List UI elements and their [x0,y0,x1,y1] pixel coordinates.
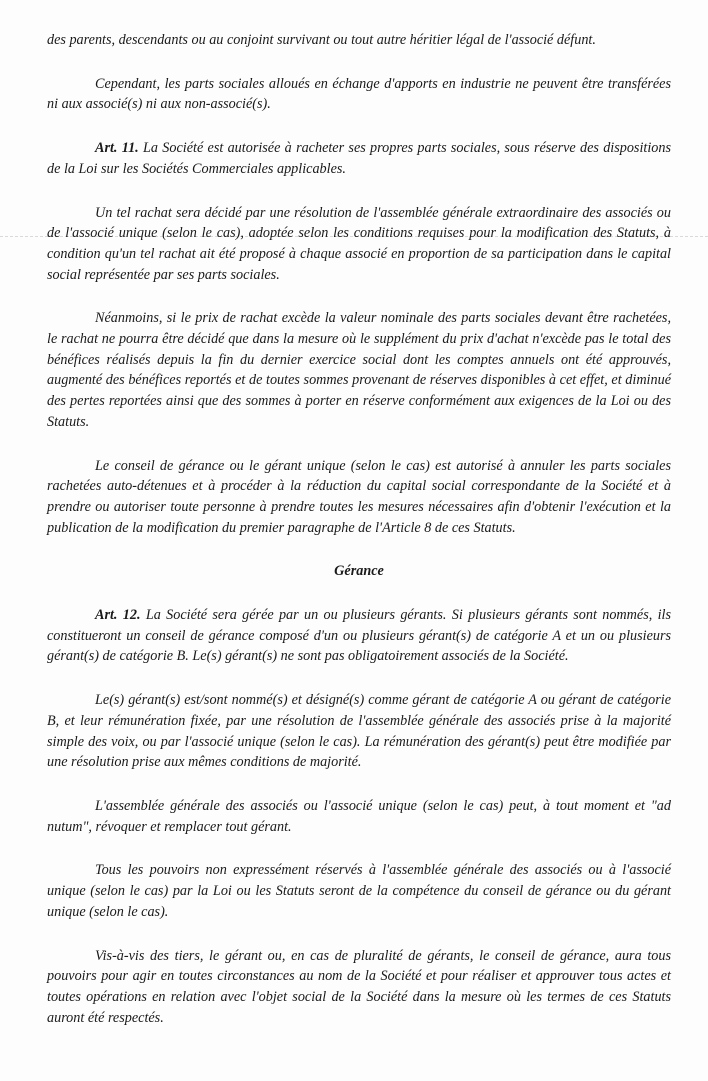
paragraph-manager-appointment: Le(s) gérant(s) est/sont nommé(s) et désigné(s) comme gérant de catégorie A ou gérant de catégorie B, et leur rémunération fixée, par une résolution de l'assemblée générale des associés prise à la majorité simple des voix, ou par l'associé unique (selon le cas). La rémunération des gérant(s) peut être modifiée par une résolution prise aux mêmes conditions de majorité. [47,692,671,771]
document-body [47,30,671,1051]
paragraph-buyback-cancellation: Le conseil de gérance ou le gérant unique (selon le cas) est autorisé à annuler les parts sociales rachetées auto-détenues et à procéder à la réduction du capital social correspondante de la Société et à prendre ou autoriser toute personne à prendre toutes les mesures nécessaires afin d'obtenir l'exécution et la publication de la modification du premier paragraphe de l'Article 8 de ces Statuts. [47,457,671,536]
paragraph-continuation: des parents, descendants ou au conjoint survivant ou tout autre héritier légal de l'associé défunt. [47,32,596,48]
article-11-label: Art. 11. [95,140,139,157]
paragraph-manager-powers: Tous les pouvoirs non expressément réservés à l'assemblée générale des associés ou à l'associé unique (selon le cas) par la Loi ou les Statuts seront de la compétence du conseil de gérance ou du gérant unique (selon le cas). [47,862,671,920]
paragraph-buyback-decision: Un tel rachat sera décidé par une résolution de l'assemblée générale extraordinaire des associés ou de l'associé unique (selon le cas), adoptée selon les conditions requises pour la modification des Statuts, à condition qu'un tel rachat ait été proposé à chaque associé en proportion de sa participation dans le capital social représentée par ses parts sociales. [47,204,671,283]
paragraph-manager-revocation: L'assemblée générale des associés ou l'associé unique (selon le cas) peut, à tout moment et "ad nutum", révoquer et remplacer tout gérant. [47,797,671,835]
paragraph-industry-shares: Cependant, les parts sociales alloués en échange d'apports en industrie ne peuvent être transférées ni aux associé(s) ni aux non-associé(s). [47,75,671,113]
article-12-text: La Société sera gérée par un ou plusieurs gérants. Si plusieurs gérants sont nommés, ils constitueront un conseil de gérance composé d'un ou plusieurs gérant(s) de catégorie A et un ou plusieurs gérant(s) de catégorie B. Le(s) gérant(s) ne sont pas obligatoirement associés de la Société. [47,607,672,665]
section-heading-gerance: Gérance [334,563,384,580]
paragraph-third-parties: Vis-à-vis des tiers, le gérant ou, en cas de pluralité de gérants, le conseil de gérance, aura tous pouvoirs pour agir en toutes circonstances au nom de la Société et pour réaliser et approuver tous actes et toutes opérations en relation avec l'objet social de la Société dans la mesure où les termes de ces Statuts auront été respectés. [47,947,671,1026]
article-12-label: Art. 12. [95,607,141,624]
article-11-text: La Société est autorisée à racheter ses propres parts sociales, sous réserve des dispositions de la Loi sur les Sociétés Commerciales applicables. [47,140,671,177]
article-12 [47,605,671,667]
paragraph-buyback-price: Néanmoins, si le prix de rachat excède la valeur nominale des parts sociales devant être rachetées, le rachat ne pourra être décidé que dans la mesure où le supplément du prix d'achat n'excède pas le total des bénéfices réalisés depuis la fin du dernier exercice social dont les comptes annuels ont été approuvés, augmenté des bénéfices reportés et de toutes sommes provenant de réserves disponibles à cet effet, et diminué des pertes reportées ainsi que des sommes à porter en réserve conformément aux exigences de la Loi ou des Statuts. [47,310,671,430]
article-11 [47,138,671,179]
